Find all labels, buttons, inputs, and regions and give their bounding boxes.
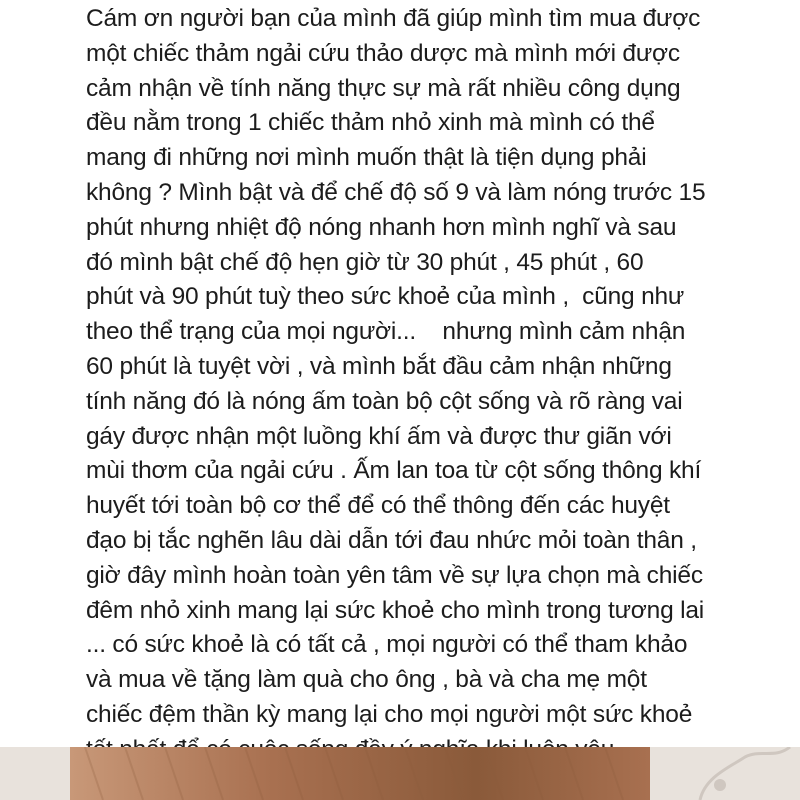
post-line: một chiếc thảm ngải cứu thảo dược mà mình mới được bbox=[86, 39, 680, 67]
photo-image bbox=[0, 747, 800, 800]
post-line: phút và 90 phút tuỳ theo sức khoẻ của mình , cũng như bbox=[86, 283, 685, 311]
post-line: đó mình bật chế độ hẹn giờ từ 30 phút , 45 phút , 60 bbox=[86, 248, 644, 276]
post-line: đạo bị tắc nghẽn lâu dài dẫn tới đau nhức mỏi toàn thân , bbox=[86, 526, 697, 554]
post-line: mang đi những nơi mình muốn thật là tiện dụng phải bbox=[86, 144, 647, 172]
post-line: chiếc đệm thần kỳ mang lại cho mọi người một sức khoẻ bbox=[86, 700, 693, 728]
post-line: tính năng đó là nóng ấm toàn bộ cột sống và rõ ràng vai bbox=[86, 387, 683, 415]
post-line: Cám ơn người bạn của mình đã giúp mình tìm mua được bbox=[86, 5, 701, 32]
post-line: đêm nhỏ xinh mang lại sức khoẻ cho mình trong tương lai bbox=[86, 596, 705, 624]
post-line: ... có sức khoẻ là có tất cả , mọi người có thể tham khảo bbox=[86, 631, 688, 659]
post-line: không ? Mình bật và để chế độ số 9 và làm nóng trước 15 bbox=[86, 178, 706, 206]
post-line: đều nằm trong 1 chiếc thảm nhỏ xinh mà mình có thể bbox=[86, 109, 655, 137]
post-line: huyết tới toàn bộ cơ thể để có thể thông đến các huyệt bbox=[86, 492, 670, 520]
post-line: và mua về tặng làm quà cho ông , bà và cha mẹ một bbox=[86, 666, 647, 694]
post-line: theo thể trạng của mọi người... nhưng mình cảm nhận bbox=[86, 318, 686, 346]
post-line: gáy được nhận một luồng khí ấm và được thư giãn với bbox=[86, 422, 672, 450]
post-line: cảm nhận về tính năng thực sự mà rất nhiều công dụng bbox=[86, 74, 681, 102]
wood-floor bbox=[70, 747, 650, 800]
photo-preview bbox=[0, 747, 800, 800]
post-text bbox=[86, 2, 776, 800]
post-line: giờ đây mình hoàn toàn yên tâm về sự lựa chọn mà chiếc bbox=[86, 561, 703, 589]
post-line: phút nhưng nhiệt độ nóng nhanh hơn mình nghĩ và sau bbox=[86, 213, 677, 241]
plug bbox=[714, 779, 726, 791]
post-line: mùi thơm của ngải cứu . Ấm lan toa từ cột sống thông khí bbox=[86, 457, 702, 485]
post-line: 60 phút là tuyệt vời , và mình bắt đầu cảm nhận những bbox=[86, 352, 672, 380]
